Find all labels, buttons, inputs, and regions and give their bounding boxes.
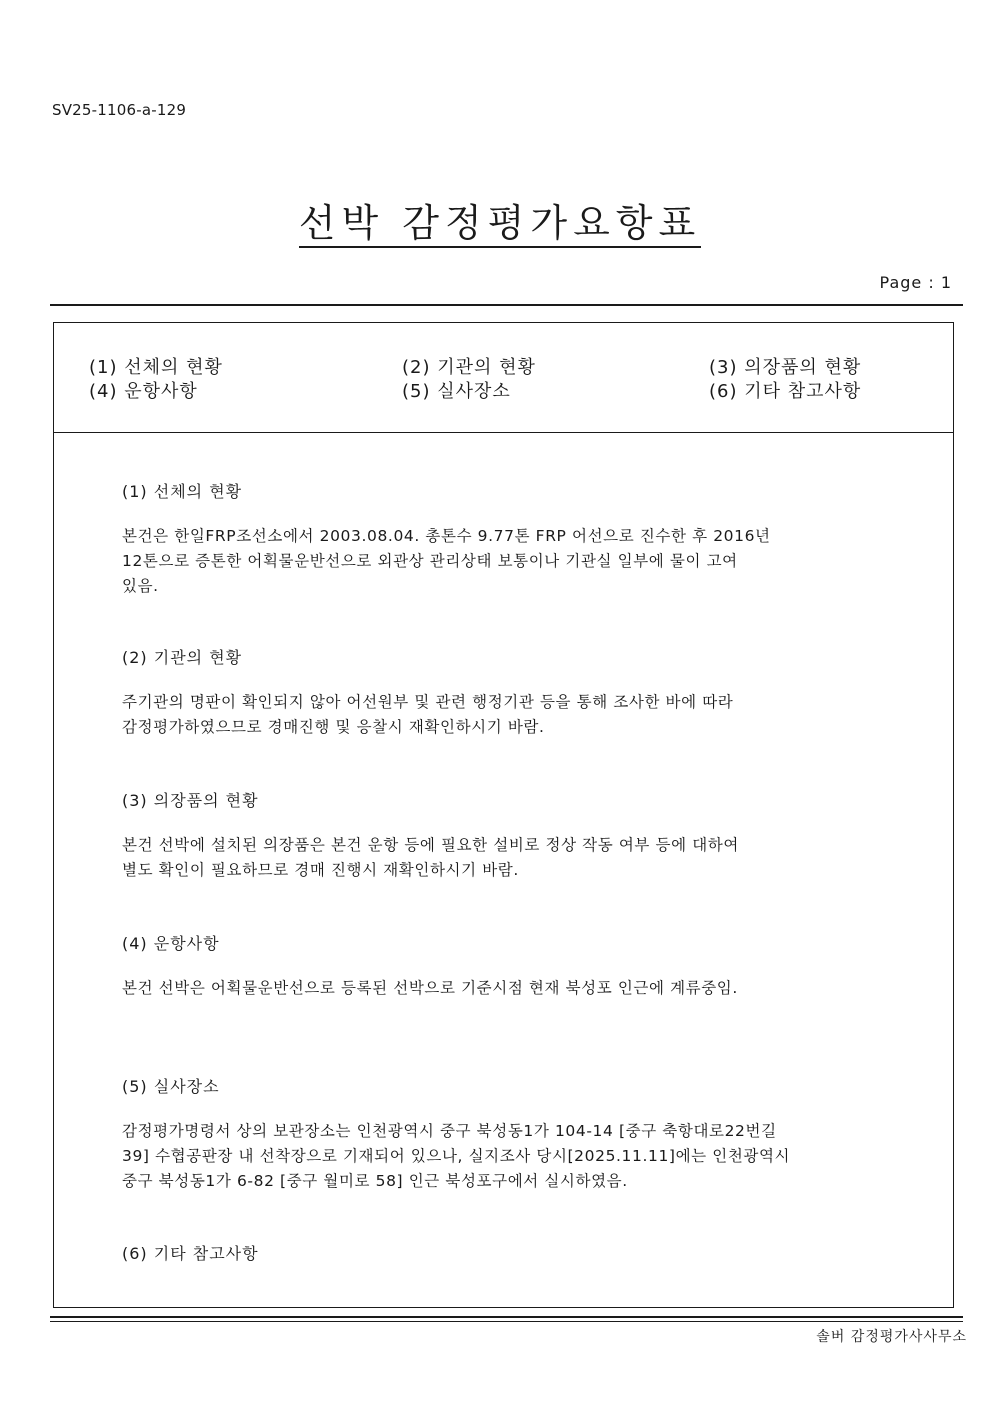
section-other-notes [122,1241,902,1264]
section-hull [122,479,902,599]
page-number: Page : 1 [879,273,952,292]
section-heading: (1) 선체의 현황 [122,482,243,501]
toc-item-hull: (1) 선체의 현황 [89,357,223,378]
document-title-text: 선박 감정평가요항표 [299,201,701,248]
section-body: 주기관의 명판이 확인되지 않아 어선원부 및 관련 행정기관 등을 통해 조사한 바에 따라 감정평가하였으므로 경매진행 및 응찰시 재확인하시기 바람. [122,693,734,736]
toc-item-inspection-place: (5) 실사장소 [402,381,511,402]
section-heading: (4) 운항사항 [122,934,220,953]
toc-item-engine: (2) 기관의 현황 [402,357,536,378]
section-heading: (6) 기타 참고사항 [122,1244,259,1263]
toc-item-operation: (4) 운항사항 [89,381,198,402]
section-heading: (5) 실사장소 [122,1077,220,1096]
section-engine [122,645,902,740]
section-heading: (2) 기관의 현황 [122,648,243,667]
table-of-contents [54,323,953,433]
toc-item-other-notes: (6) 기타 참고사항 [709,381,862,402]
document-id: SV25-1106-a-129 [52,101,187,119]
office-name: 솔버 감정평가사사무소 [816,1329,967,1345]
footer-divider-thin [50,1321,963,1322]
content-frame [53,322,954,1308]
toc-item-equipment: (3) 의장품의 현황 [709,357,862,378]
document-title [0,192,1000,247]
section-body: 감정평가명령서 상의 보관장소는 인천광역시 중구 북성동1가 104-14 [중구 축항대로22번길 39] 수협공판장 내 선착장으로 기재되어 있으나, 실지조사 당시[2025.11.11]에는 인천광역시 중구 북성동1가 6-82 [중구 월미로 58] 인근 북성포구에서 실시하였음. [122,1122,791,1190]
section-body: 본건은 한일FRP조선소에서 2003.08.04. 총톤수 9.77톤 FRP 어선으로 진수한 후 2016년 12톤으로 증톤한 어획물운반선으로 외관상 관리상태 보통이나 기관실 일부에 물이 고여 있음. [122,527,771,595]
section-inspection-place [122,1074,902,1194]
section-body: 본건 선박은 어획물운반선으로 등록된 선박으로 기준시점 현재 북성포 인근에 계류중임. [122,979,738,997]
section-operation [122,931,902,1001]
header-divider [50,304,963,306]
section-heading: (3) 의장품의 현황 [122,791,259,810]
section-body: 본건 선박에 설치된 의장품은 본건 운항 등에 필요한 설비로 정상 작동 여부 등에 대하여 별도 확인이 필요하므로 경매 진행시 재확인하시기 바람. [122,836,739,879]
section-equipment [122,788,902,883]
footer-divider [50,1316,963,1318]
